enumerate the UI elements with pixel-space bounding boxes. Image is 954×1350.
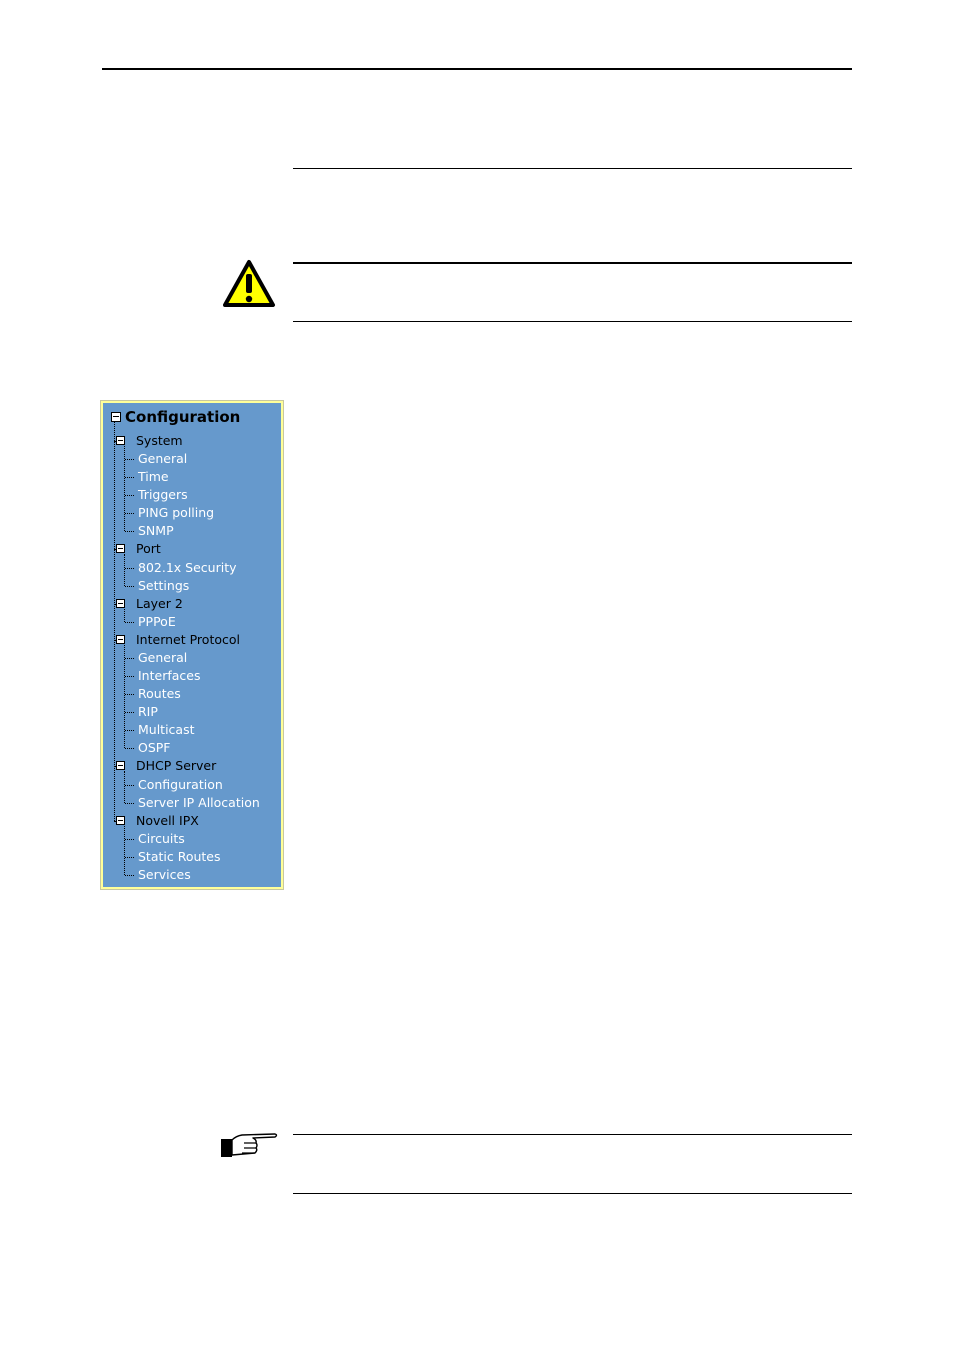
tree-connector: [125, 531, 134, 532]
section-rule: [293, 168, 852, 169]
tree-connector: [114, 604, 116, 605]
page-header-rule: [102, 68, 852, 70]
collapse-toggle-configuration[interactable]: [111, 412, 121, 422]
tree-connector: [114, 766, 116, 767]
tree-connector: [114, 441, 116, 442]
tree-connector: [125, 495, 134, 496]
tree-connector: [114, 421, 115, 821]
tree-connector: [125, 676, 134, 677]
collapse-toggle-port[interactable]: [116, 544, 125, 553]
tree-connector: [124, 645, 125, 748]
tree-root-configuration[interactable]: Configuration: [125, 408, 241, 426]
tree-connector: [125, 694, 134, 695]
tree-connector: [125, 459, 134, 460]
tree-connector: [125, 748, 134, 749]
tree-connector: [124, 554, 125, 585]
warning-icon: [222, 259, 276, 309]
tree-connector: [114, 549, 116, 550]
tree-item-novell-ipx-circuits[interactable]: Circuits: [138, 830, 185, 846]
tree-item-layer-2-pppoe[interactable]: PPPoE: [138, 613, 176, 629]
tree-connector: [125, 839, 134, 840]
tree-item-port-802-1x-security[interactable]: 802.1x Security: [138, 559, 237, 575]
tree-item-internet-protocol-general[interactable]: General: [138, 649, 188, 665]
tree-item-novell-ipx-services[interactable]: Services: [138, 866, 191, 882]
tree-node-layer-2[interactable]: Layer 2: [136, 595, 183, 611]
collapse-toggle-dhcp-server[interactable]: [116, 761, 125, 770]
tree-connector: [125, 712, 134, 713]
tree-connector: [124, 771, 125, 802]
tree-item-novell-ipx-static-routes[interactable]: Static Routes: [138, 848, 221, 864]
collapse-toggle-system[interactable]: [116, 436, 125, 445]
tree-item-internet-protocol-ospf[interactable]: OSPF: [138, 740, 171, 756]
tree-node-internet-protocol[interactable]: Internet Protocol: [136, 631, 240, 647]
tree-item-internet-protocol-rip[interactable]: RIP: [138, 704, 158, 720]
tree-connector: [114, 821, 116, 822]
tree-item-dhcp-server-server-ip-allocation[interactable]: Server IP Allocation: [138, 794, 260, 810]
tree-connector: [124, 446, 125, 531]
tree-item-system-time[interactable]: Time: [138, 469, 169, 485]
tree-node-dhcp-server[interactable]: DHCP Server: [136, 758, 217, 774]
configuration-tree: [101, 401, 283, 889]
note-top-rule: [293, 1134, 852, 1135]
tree-item-internet-protocol-multicast[interactable]: Multicast: [138, 722, 195, 738]
tree-item-system-ping-polling[interactable]: PING polling: [138, 505, 215, 521]
warning-bottom-rule: [293, 321, 852, 322]
pointing-hand-icon: [220, 1130, 280, 1160]
tree-item-system-snmp[interactable]: SNMP: [138, 523, 174, 539]
tree-connector: [125, 658, 134, 659]
tree-node-novell-ipx[interactable]: Novell IPX: [136, 812, 199, 828]
tree-connector: [125, 730, 134, 731]
warning-top-rule: [293, 262, 852, 264]
tree-connector: [125, 586, 134, 587]
tree-connector: [124, 609, 125, 622]
collapse-toggle-novell-ipx[interactable]: [116, 816, 125, 825]
tree-item-port-settings[interactable]: Settings: [138, 577, 190, 593]
tree-connector: [125, 857, 134, 858]
tree-node-port[interactable]: Port: [136, 541, 161, 557]
tree-connector: [114, 640, 116, 641]
tree-connector: [125, 568, 134, 569]
tree-node-system[interactable]: System: [136, 433, 183, 448]
tree-item-system-general[interactable]: General: [138, 451, 188, 467]
tree-connector: [125, 803, 134, 804]
tree-connector: [125, 513, 134, 514]
collapse-toggle-layer-2[interactable]: [116, 599, 125, 608]
tree-item-system-triggers[interactable]: Triggers: [138, 487, 188, 503]
tree-item-dhcp-server-configuration[interactable]: Configuration: [138, 776, 223, 792]
tree-item-internet-protocol-interfaces[interactable]: Interfaces: [138, 668, 201, 684]
tree-connector: [125, 875, 134, 876]
tree-connector: [125, 785, 134, 786]
tree-connector: [125, 477, 134, 478]
tree-connector: [125, 622, 134, 623]
tree-item-internet-protocol-routes[interactable]: Routes: [138, 686, 181, 702]
tree-connector: [124, 826, 125, 875]
note-bottom-rule: [293, 1193, 852, 1194]
collapse-toggle-internet-protocol[interactable]: [116, 635, 125, 644]
